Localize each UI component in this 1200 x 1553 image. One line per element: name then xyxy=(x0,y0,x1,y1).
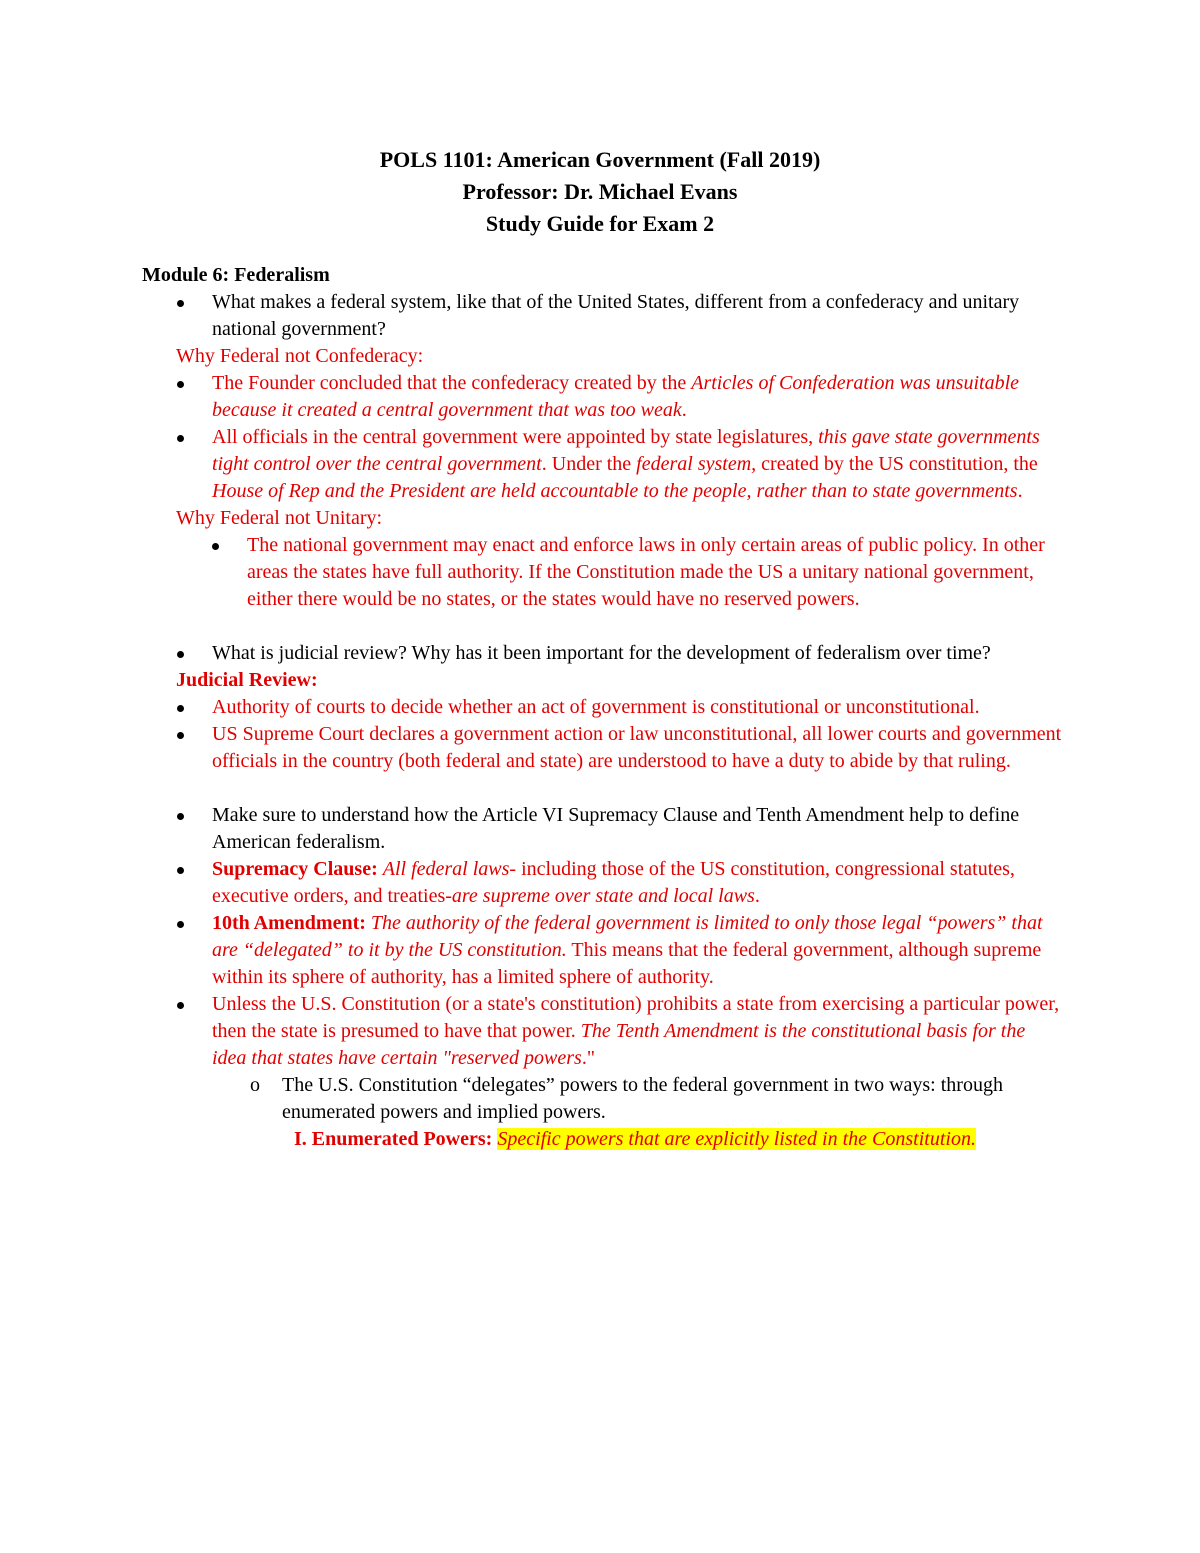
module-heading-prefix: Module 6: xyxy=(142,264,235,286)
text-run: Authority of courts to decide whether an act of government is constitutional or unconstitutional. xyxy=(212,696,980,718)
text-run: . xyxy=(681,399,687,421)
reserved-powers-bullet xyxy=(142,991,1062,1072)
text-run: . xyxy=(754,885,760,907)
term-label: I. Enumerated Powers: xyxy=(294,1128,493,1150)
text-run: The Founder concluded that the confederacy created by the xyxy=(212,372,692,394)
sub-bullet-marker: o xyxy=(250,1074,260,1096)
text-run-italic: The authority of the federal government is limited to only those legal “powers” that are “delegated” to it by the US constitution. xyxy=(212,912,1043,961)
text-run: The national government may enact and enforce laws in only certain areas of public policy. In other areas the states have full authority. If the Constitution made the US a unitary national government, either there would be no states, or the states would have no reserved powers. xyxy=(247,534,1045,610)
supremacy-clause-bullet xyxy=(142,856,1062,910)
bullet-icon xyxy=(177,732,184,739)
bullet-icon xyxy=(177,1002,184,1009)
text-run-italic: are supreme over state and local laws xyxy=(451,885,755,907)
bullet-icon xyxy=(177,651,184,658)
spacer xyxy=(142,613,1062,640)
text-run-italic: All federal laws xyxy=(382,858,510,880)
text-run: Unless the U.S. Constitution (or a state's constitution) prohibits a state from exercising a particular power, then the state is presumed to have that power. xyxy=(212,993,1060,1042)
text-run-italic: The Tenth Amendment is the constitutional basis for the idea that states have certain "reserved powers xyxy=(212,1020,1026,1069)
judicial-bullet-1 xyxy=(142,694,1062,721)
bullet-icon xyxy=(177,300,184,307)
confederacy-bullet-2 xyxy=(142,424,1062,505)
bullet-icon xyxy=(177,813,184,820)
question-supremacy-tenth xyxy=(142,802,1062,856)
delegated-powers-subbullet xyxy=(142,1072,1062,1126)
bullet-icon xyxy=(212,543,219,550)
spacer xyxy=(142,775,1062,802)
professor-line: Professor: Dr. Michael Evans xyxy=(462,179,738,204)
question-federal-system xyxy=(142,289,1062,343)
guide-title: Study Guide for Exam 2 xyxy=(485,211,715,236)
text-run: All officials in the central government were appointed by state legislatures, xyxy=(212,426,819,448)
module-heading xyxy=(142,262,1062,289)
judicial-bullet-2 xyxy=(142,721,1062,775)
text-run: . xyxy=(1017,480,1023,502)
bullet-icon xyxy=(177,921,184,928)
bullet-icon xyxy=(177,381,184,388)
text-run-italic: federal system, xyxy=(636,453,757,475)
question-text: What is judicial review? Why has it been important for the development of federalism over time? xyxy=(212,642,991,664)
module-heading-text: Federalism xyxy=(234,264,330,286)
text-run-italic: House of Rep and the President are held accountable to the people, rather than to state governments xyxy=(212,480,1018,502)
unitary-bullet-1 xyxy=(142,532,1062,613)
text-run-italic: this gave state governments tight control over the central government xyxy=(212,426,1040,475)
text-run: The U.S. Constitution “delegates” powers to the federal government in two ways: through enumerated powers and implied powers. xyxy=(282,1074,1003,1123)
unitary-heading: Why Federal not Unitary: xyxy=(176,507,383,529)
text-run: ." xyxy=(581,1047,595,1069)
tenth-amendment-bullet xyxy=(142,910,1062,991)
text-run: . Under the xyxy=(541,453,637,475)
course-title: POLS 1101: American Government (Fall 2019) xyxy=(379,147,821,172)
term-label: Supremacy Clause: xyxy=(212,858,378,880)
document-body xyxy=(142,262,1062,1153)
question-text: Make sure to understand how the Article VI Supremacy Clause and Tenth Amendment help to define American federalism. xyxy=(212,804,1020,853)
text-run: - including those of the US constitution, congressional statutes, executive orders, and treaties- xyxy=(212,858,1015,907)
text-run-italic: Articles of Confederation was unsuitable because it created a central government that was too weak xyxy=(212,372,1019,421)
question-text: What makes a federal system, like that of the United States, different from a confederacy and unitary national government? xyxy=(212,291,1020,340)
document-header xyxy=(0,144,1200,240)
highlighted-definition: Specific powers that are explicitly listed in the Constitution. xyxy=(497,1128,976,1150)
text-run: created by the US constitution, the xyxy=(756,453,1038,475)
question-judicial-review xyxy=(142,640,1062,667)
text-run: This means that the federal government, although supreme within its sphere of authority, has a limited sphere of authority. xyxy=(212,939,1042,988)
enumerated-powers-line xyxy=(142,1126,1062,1153)
bullet-icon xyxy=(177,867,184,874)
bullet-icon xyxy=(177,435,184,442)
term-label: 10th Amendment: xyxy=(212,912,366,934)
confederacy-heading: Why Federal not Confederacy: xyxy=(176,345,424,367)
confederacy-bullet-1 xyxy=(142,370,1062,424)
text-run: US Supreme Court declares a government action or law unconstitutional, all lower courts and government officials in the country (both federal and state) are understood to have a duty to abide by that ruling. xyxy=(212,723,1062,772)
judicial-review-heading: Judicial Review: xyxy=(176,669,318,691)
bullet-icon xyxy=(177,705,184,712)
